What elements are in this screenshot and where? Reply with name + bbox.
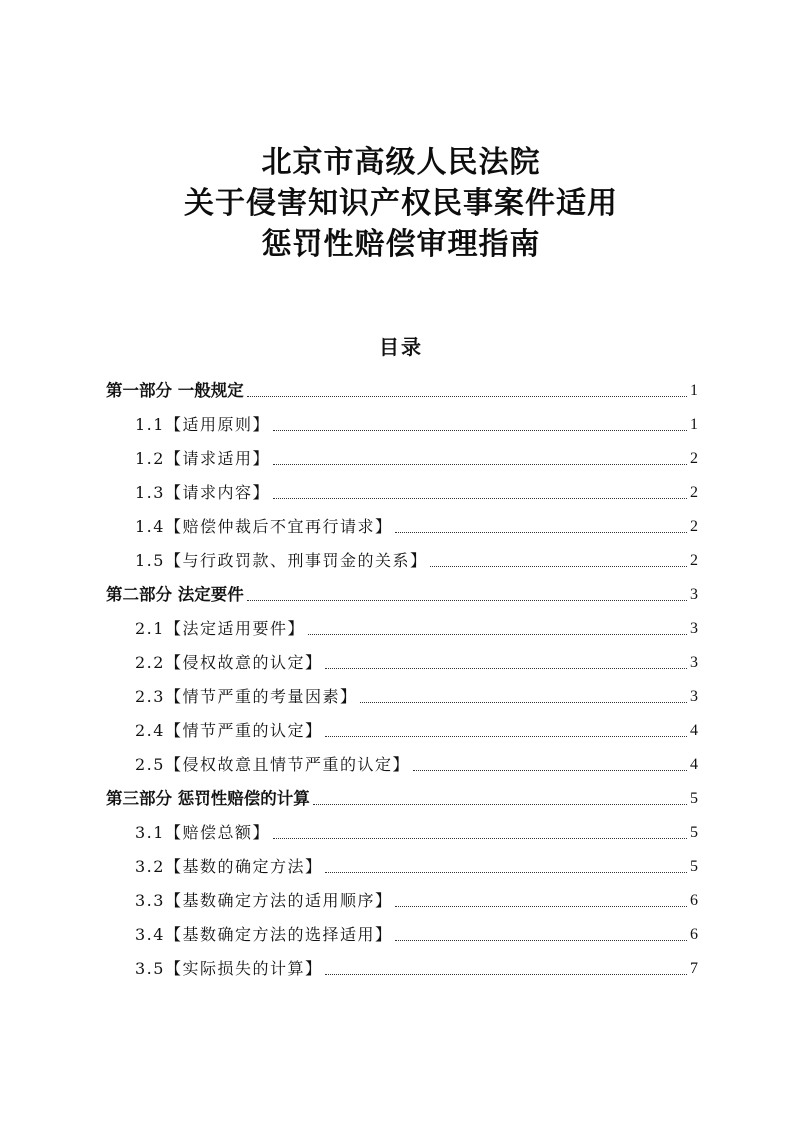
toc-entry-label: 1.5【与行政罚款、刑事罚金的关系】 (135, 551, 428, 570)
dot-leader (325, 872, 687, 873)
dot-leader (308, 634, 687, 635)
toc-entry-2-3[interactable] (106, 678, 698, 712)
toc-entry-page: 4 (690, 756, 698, 773)
toc-entry-2-4[interactable] (106, 712, 698, 746)
toc-entry-label: 2.5【侵权故意且情节严重的认定】 (135, 755, 410, 774)
table-of-contents (106, 372, 698, 984)
toc-entry-page: 3 (690, 688, 698, 705)
toc-entry-page: 3 (690, 586, 698, 603)
toc-entry-label: 1.1【适用原则】 (135, 415, 270, 434)
toc-entry-3-5[interactable] (106, 950, 698, 984)
dot-leader (247, 396, 687, 397)
toc-entry-page: 6 (690, 892, 698, 909)
dot-leader (313, 804, 687, 805)
toc-entry-page: 5 (690, 858, 698, 875)
dot-leader (325, 736, 687, 737)
toc-entry-2-5[interactable] (106, 746, 698, 780)
toc-entry-label: 3.3【基数确定方法的适用顺序】 (135, 891, 393, 910)
toc-entry-page: 1 (690, 416, 698, 433)
toc-entry-label: 3.5【实际损失的计算】 (135, 959, 323, 978)
dot-leader (273, 498, 687, 499)
toc-entry-3-4[interactable] (106, 916, 698, 950)
dot-leader (273, 430, 687, 431)
toc-entry-label: 第二部分 法定要件 (106, 585, 244, 604)
toc-entry-label: 2.2【侵权故意的认定】 (135, 653, 323, 672)
toc-entry-2-1[interactable] (106, 610, 698, 644)
dot-leader (273, 464, 687, 465)
toc-entry-1-2[interactable] (106, 440, 698, 474)
toc-entry-label: 1.3【请求内容】 (135, 483, 270, 502)
toc-entry-label: 1.2【请求适用】 (135, 449, 270, 468)
toc-entry-page: 7 (690, 960, 698, 977)
dot-leader (247, 600, 687, 601)
toc-entry-label: 3.2【基数的确定方法】 (135, 857, 323, 876)
toc-entry-label: 2.4【情节严重的认定】 (135, 721, 323, 740)
toc-entry-part-2[interactable] (106, 576, 698, 610)
toc-entry-page: 5 (690, 790, 698, 807)
toc-entry-1-1[interactable] (106, 406, 698, 440)
toc-entry-page: 5 (690, 824, 698, 841)
toc-entry-part-3[interactable] (106, 780, 698, 814)
dot-leader (395, 940, 687, 941)
toc-entry-label: 2.1【法定适用要件】 (135, 619, 305, 638)
toc-entry-page: 2 (690, 450, 698, 467)
toc-entry-part-1[interactable] (106, 372, 698, 406)
toc-entry-page: 1 (690, 382, 698, 399)
dot-leader (360, 702, 687, 703)
dot-leader (395, 906, 687, 907)
dot-leader (325, 974, 687, 975)
toc-entry-2-2[interactable] (106, 644, 698, 678)
dot-leader (413, 770, 687, 771)
toc-entry-3-1[interactable] (106, 814, 698, 848)
toc-entry-page: 3 (690, 654, 698, 671)
toc-entry-page: 2 (690, 518, 698, 535)
dot-leader (325, 668, 687, 669)
title-line-3: 惩罚性赔偿审理指南 (261, 227, 541, 262)
toc-entry-page: 2 (690, 484, 698, 501)
dot-leader (395, 532, 687, 533)
toc-entry-label: 2.3【情节严重的考量因素】 (135, 687, 358, 706)
toc-entry-1-5[interactable] (106, 542, 698, 576)
toc-heading: 目录 (379, 335, 423, 359)
toc-entry-page: 2 (690, 552, 698, 569)
toc-entry-page: 3 (690, 620, 698, 637)
toc-entry-1-3[interactable] (106, 474, 698, 508)
title-line-2: 关于侵害知识产权民事案件适用 (184, 186, 618, 221)
toc-entry-3-2[interactable] (106, 848, 698, 882)
title-line-1: 北京市高级人民法院 (261, 145, 541, 180)
document-title (0, 142, 802, 265)
dot-leader (430, 566, 687, 567)
toc-entry-label: 3.4【基数确定方法的选择适用】 (135, 925, 393, 944)
dot-leader (273, 838, 687, 839)
toc-entry-label: 第一部分 一般规定 (106, 381, 244, 400)
toc-entry-label: 1.4【赔偿仲裁后不宜再行请求】 (135, 517, 393, 536)
toc-entry-page: 4 (690, 722, 698, 739)
toc-entry-label: 3.1【赔偿总额】 (135, 823, 270, 842)
toc-entry-3-3[interactable] (106, 882, 698, 916)
toc-entry-label: 第三部分 惩罚性赔偿的计算 (106, 789, 310, 808)
toc-entry-1-4[interactable] (106, 508, 698, 542)
toc-entry-page: 6 (690, 926, 698, 943)
